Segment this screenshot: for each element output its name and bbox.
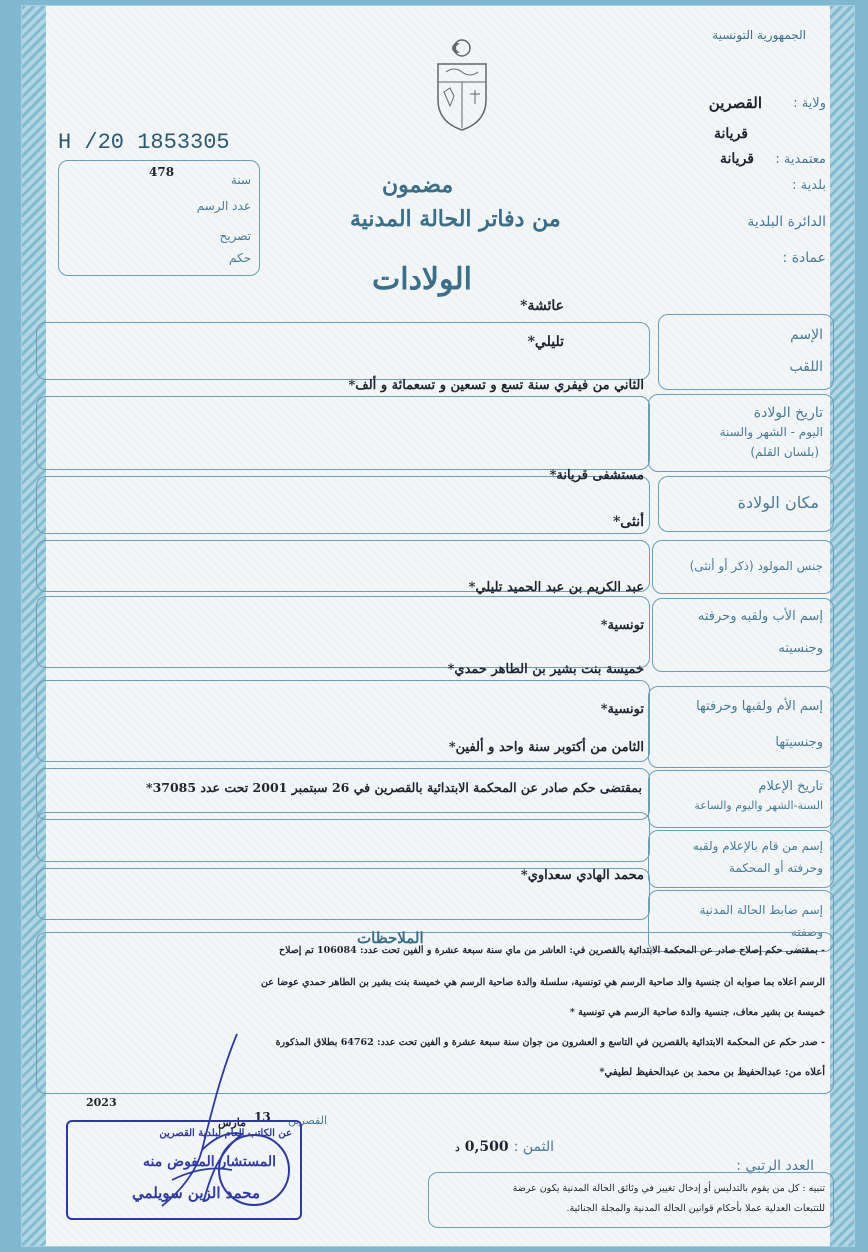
fee-number: 478 bbox=[149, 165, 175, 179]
fee-label-year: سنة bbox=[230, 173, 251, 187]
footer-place: القصرين bbox=[288, 1114, 328, 1127]
declaration-label: تاريخ الإعلام bbox=[758, 779, 823, 794]
price-row bbox=[455, 1136, 554, 1155]
mother-nationality: تونسية* bbox=[600, 702, 644, 717]
mutamadiya-value: قريانة bbox=[720, 151, 754, 167]
declarant-label: إسم من قام بالإعلام ولقبه bbox=[692, 839, 823, 853]
officer-label: إسم ضابط الحالة المدنية bbox=[699, 903, 823, 917]
surname-value: تليلي* bbox=[527, 334, 564, 350]
notice-line-1: تنبيه : كل من يقوم بالتدليس أو إدخال تغيير في وثائق الحالة المدنية يكون عرضة bbox=[512, 1183, 825, 1194]
stamp-line-2: المستشار المفوض منه bbox=[143, 1154, 276, 1170]
mother-value: خميسة بنت بشير بن الطاهر حمدي* bbox=[447, 662, 644, 677]
price-value: 0,500 bbox=[464, 1139, 509, 1155]
mutamadiya-label: معتمدية : bbox=[775, 152, 826, 167]
name-value: عائشة* bbox=[520, 298, 564, 314]
sex-value: أنثى* bbox=[612, 514, 644, 530]
declaration-label-box bbox=[648, 770, 834, 828]
father-label: إسم الأب ولقبه وحرفته bbox=[697, 609, 823, 624]
notice-box bbox=[428, 1172, 834, 1228]
fee-label-declaration: تصريح bbox=[219, 229, 251, 243]
remarks-line-1: - بمقتضى حكم إصلاح صادر عن المحكمة الابتدائية بالقصرين في: العاشر من ماي سنة سبعة عشرة و ألفين تحت عدد: 106084 تم إصلاح bbox=[278, 945, 825, 956]
fee-box bbox=[58, 160, 260, 276]
birthdate-value: الثاني من فيفري سنة تسع و تسعين و تسعمائة و ألف* bbox=[348, 378, 644, 393]
sex-label: جنس المولود (ذكر أو أنثى) bbox=[689, 559, 823, 573]
remarks-line-4: - صدر حكم عن المحكمة الابتدائية بالقصرين في التاسع و العشرون من جوان سنة سبعة عشرة و ألفين تحت عدد: 64762 بطلاق المذكورة bbox=[275, 1037, 825, 1048]
remarks-line-3: خميسة بن بشير معاف، جنسية والدة صاحبة الرسم هي تونسية * bbox=[569, 1007, 825, 1018]
price-label: الثمن : bbox=[513, 1139, 554, 1155]
father-value-box bbox=[36, 596, 650, 668]
place-label-box bbox=[658, 476, 834, 532]
declarant-sublabel: وحرفته أو المحكمة bbox=[728, 861, 823, 875]
birthdate-label-box bbox=[648, 394, 834, 472]
footer-month: مارس bbox=[218, 1116, 246, 1129]
title-line-1: مضمون bbox=[382, 172, 454, 198]
father-nat-label: وجنسيته bbox=[778, 641, 823, 656]
fee-label-judgment: حكم bbox=[228, 251, 251, 265]
signature-icon bbox=[142, 1030, 272, 1210]
wilaya-value-2: قريانة bbox=[714, 126, 748, 142]
price-unit: د bbox=[455, 1143, 460, 1154]
declaration-value: الثامن من أكتوبر سنة واحد و ألفين* bbox=[448, 740, 644, 755]
father-label-box bbox=[652, 598, 834, 672]
father-value: عبد الكريم بن عبد الحميد تليلي* bbox=[468, 580, 644, 595]
place-label: مكان الولادة bbox=[737, 493, 819, 512]
mother-label: إسم الأم ولقبها وحرفتها bbox=[696, 699, 823, 714]
wilaya-label: ولاية : bbox=[793, 96, 826, 111]
place-value: مستشفى قريانة* bbox=[549, 468, 644, 483]
title-line-2: من دفاتر الحالة المدنية bbox=[350, 206, 561, 232]
notice-line-2: للتتبعات العدلية عملا بأحكام قوانين الحالة المدنية والمجلة الجنائية. bbox=[566, 1203, 825, 1214]
remarks-title: الملاحظات bbox=[357, 929, 424, 947]
birthdate-value-box bbox=[36, 396, 650, 470]
stamp-line-3: محمد الزين سويلمي bbox=[132, 1184, 260, 1202]
mother-nat-label: وجنسيتها bbox=[775, 735, 823, 750]
republic-label: الجمهورية التونسية bbox=[712, 28, 806, 42]
remarks-line-2: الرسم أعلاه بما صوابه أن جنسية والد صاحبة الرسم هي تونسية، سلسلة والدة صاحبة الرسم هي خميسة بنت بشير بن الطاهر حمدي عوضا عن bbox=[261, 977, 825, 988]
declaration-sublabel: السنة-الشهر واليوم والساعة bbox=[694, 799, 823, 812]
serial-label: العدد الرتبي : bbox=[736, 1158, 814, 1174]
birthdate-note: (بلسان القلم) bbox=[750, 445, 819, 459]
district-label: الدائرة البلدية bbox=[747, 214, 826, 230]
place-value-box bbox=[36, 476, 650, 534]
surname-label: اللقب bbox=[789, 359, 823, 375]
serial-number: H /20 1853305 bbox=[58, 130, 230, 155]
declaration-judgment: بمقتضى حكم صادر عن المحكمة الابتدائية بالقصرين في 26 سبتمبر 2001 تحت عدد 37085* bbox=[146, 780, 642, 795]
footer-year: 2023 bbox=[86, 1096, 117, 1109]
wilaya-value: القصرين bbox=[708, 94, 762, 112]
stamp-line-1: عن الكاتب العام لبلدية القصرين bbox=[159, 1128, 292, 1139]
birthdate-sublabel: اليوم - الشهر والسنة bbox=[719, 425, 823, 439]
remarks-line-5: أعلاه من: عبدالحفيظ بن محمد بن عبدالحفيظ لطيفي* bbox=[599, 1067, 825, 1078]
document-page bbox=[22, 6, 854, 1246]
fee-label-number: عدد الرسم bbox=[196, 199, 251, 213]
declarant-label-box bbox=[648, 830, 834, 888]
footer-day: 13 bbox=[254, 1110, 271, 1124]
tunisia-emblem-icon bbox=[430, 34, 494, 134]
omada-label: عمادة : bbox=[782, 250, 826, 266]
declarant-value-box bbox=[36, 812, 650, 862]
father-nationality: تونسية* bbox=[600, 618, 644, 633]
name-value-box bbox=[36, 322, 650, 380]
sex-label-box bbox=[652, 540, 834, 594]
birthdate-label: تاريخ الولادة bbox=[753, 405, 823, 421]
name-label-box bbox=[658, 314, 834, 390]
mother-label-box bbox=[648, 686, 834, 768]
baladiya-label: بلدية : bbox=[792, 178, 826, 193]
title-births: الولادات bbox=[372, 262, 473, 297]
officer-value: محمد الهادي سعداوي* bbox=[520, 868, 644, 883]
officer-sublabel: وصفته bbox=[790, 925, 823, 939]
name-label: الإسم bbox=[790, 327, 823, 343]
